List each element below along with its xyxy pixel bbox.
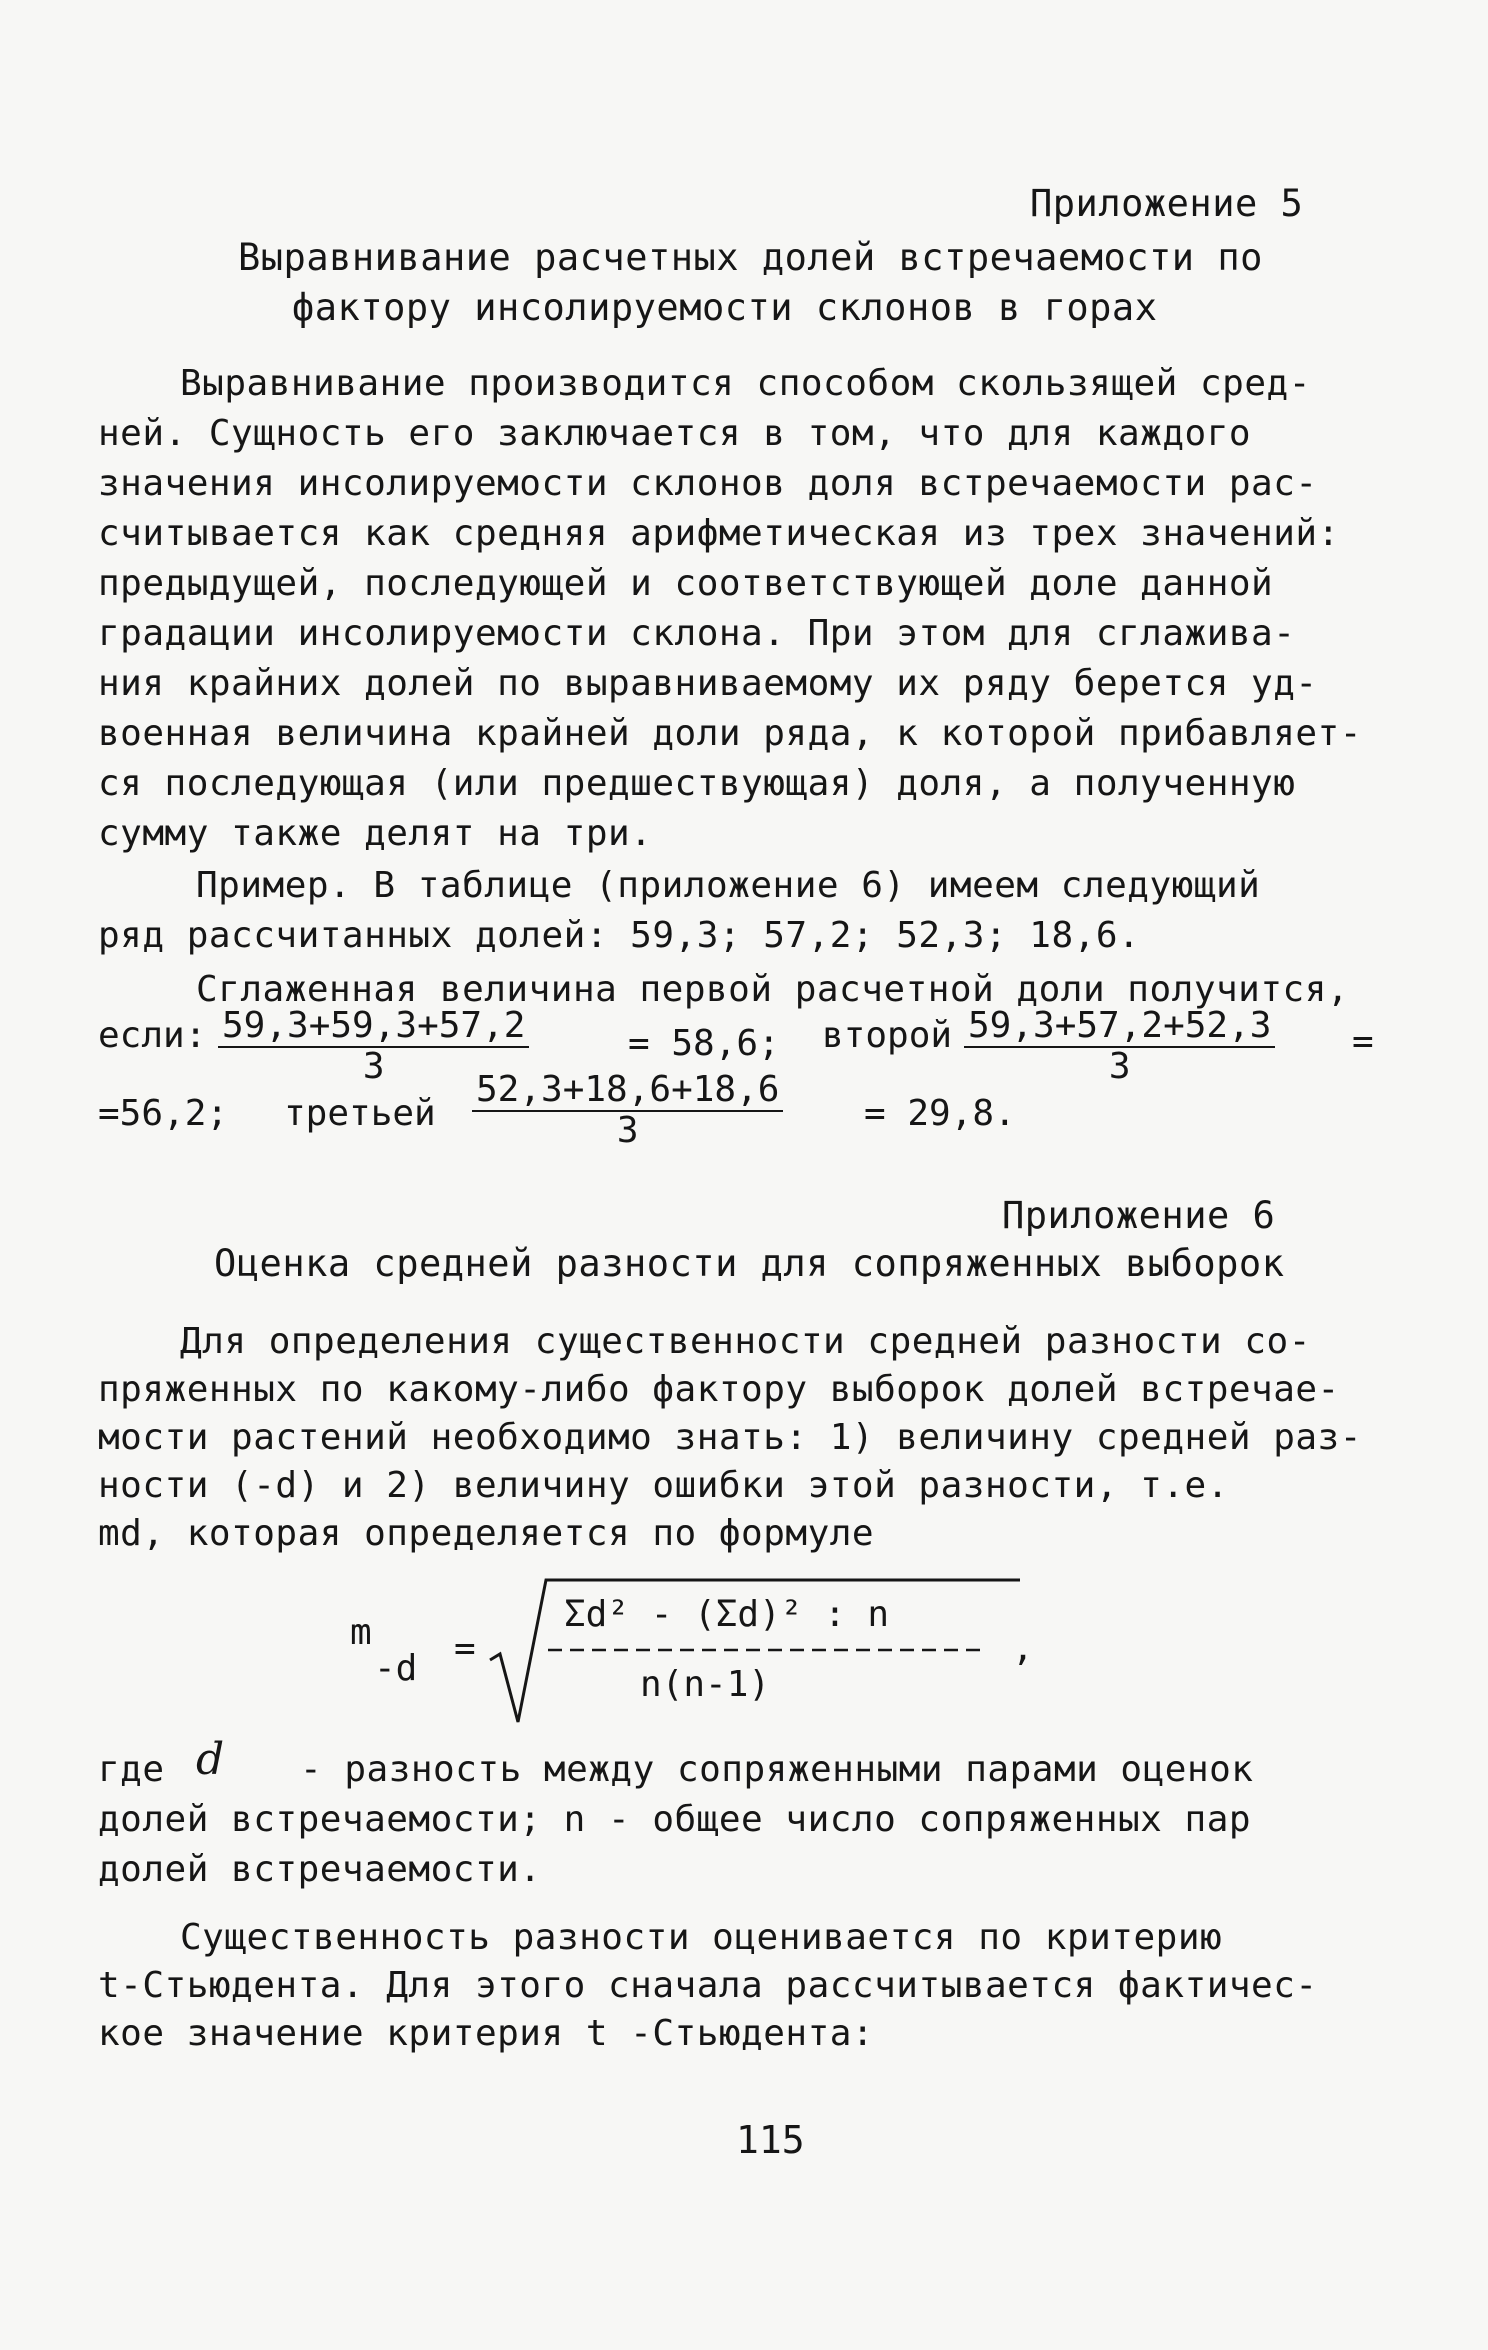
- paragraph-line: ряд рассчитанных долей: 59,3; 57,2; 52,3; 18,6.: [98, 915, 1141, 956]
- paragraph-line: Сглаженная величина первой расчетной доли получится,: [196, 969, 1350, 1010]
- paragraph-line: ности (-d) и 2) величину ошибки этой разности, т.е.: [98, 1465, 1229, 1506]
- fraction-denominator: 3: [362, 1046, 385, 1087]
- paragraph-line: ния крайних долей по выравниваемому их ряду берется уд-: [98, 663, 1318, 704]
- paragraph-line: Выравнивание производится способом скользящей сред-: [180, 363, 1311, 404]
- appendix-5-title-line1: Выравнивание расчетных долей встречаемости по: [238, 236, 1263, 279]
- paragraph-line: долей встречаемости; n - общее число сопряженных пар: [98, 1799, 1252, 1840]
- example-result-third: = 29,8.: [864, 1093, 1016, 1134]
- paragraph-line: долей встречаемости.: [98, 1849, 542, 1890]
- fraction-numerator: 59,3+59,3+57,2: [218, 1006, 529, 1048]
- formula-denominator: n(n-1): [640, 1664, 771, 1705]
- paragraph-line: Существенность разности оценивается по критерию: [180, 1917, 1223, 1958]
- paragraph-line: военная величина крайней доли ряда, к которой прибавляет-: [98, 713, 1362, 754]
- paragraph-line: значения инсолируемости склонов доля встречаемости рас-: [98, 463, 1318, 504]
- paragraph-line: md, которая определяется по формуле: [98, 1513, 875, 1554]
- formula-comma: ,: [1012, 1628, 1034, 1669]
- paragraph-line: t-Стьюдента. Для этого сначала рассчитывается фактичес-: [98, 1965, 1318, 2006]
- example-second-label: второй: [822, 1015, 953, 1056]
- paragraph-line: Пример. В таблице (приложение 6) имеем следующий: [196, 865, 1261, 906]
- formula-m: m: [350, 1612, 372, 1653]
- appendix-5-title-line2: фактору инсолируемости склонов в горах: [292, 286, 1158, 329]
- example-third-label: третьей: [284, 1093, 436, 1134]
- appendix-6-label: Приложение 6: [1002, 1194, 1276, 1237]
- paragraph-line: ся последующая (или предшествующая) доля, а полученную: [98, 763, 1296, 804]
- fraction-second: [964, 1006, 1275, 1086]
- where-label: где: [98, 1749, 165, 1790]
- fraction-third: [472, 1070, 783, 1150]
- formula-numerator: Σd² - (Σd)² : n: [564, 1594, 890, 1635]
- example-result-first: = 58,6;: [628, 1023, 780, 1064]
- fraction-denominator: 3: [1108, 1046, 1131, 1087]
- fraction-numerator: 52,3+18,6+18,6: [472, 1070, 783, 1112]
- formula-m-subscript: -d: [374, 1648, 418, 1689]
- fraction-numerator: 59,3+57,2+52,3: [964, 1006, 1275, 1048]
- fraction-denominator: 3: [616, 1110, 639, 1151]
- appendix-5-label: Приложение 5: [1030, 182, 1304, 225]
- example-if-label: если:: [98, 1015, 207, 1056]
- formula-equals: =: [454, 1628, 476, 1669]
- paragraph-line: предыдущей, последующей и соответствующей доле данной: [98, 563, 1274, 604]
- page-number: 115: [736, 2118, 805, 2162]
- paragraph-line: пряженных по какому-либо фактору выборок долей встречае-: [98, 1369, 1340, 1410]
- paragraph-line: градации инсолируемости склона. При этом для сглажива-: [98, 613, 1296, 654]
- paragraph-line: - разность между сопряженными парами оценок: [300, 1749, 1254, 1790]
- example-result-second: =56,2;: [98, 1093, 229, 1134]
- paragraph-line: считывается как средняя арифметическая из трех значений:: [98, 513, 1340, 554]
- example-equals: =: [1352, 1021, 1374, 1062]
- paragraph-line: мости растений необходимо знать: 1) величину средней раз-: [98, 1417, 1362, 1458]
- where-d-symbol: d: [196, 1734, 225, 1785]
- paragraph-line: ней. Сущность его заключается в том, что для каждого: [98, 413, 1252, 454]
- formula-md: [340, 1572, 1040, 1732]
- paragraph-line: сумму также делят на три.: [98, 813, 653, 854]
- paragraph-line: кое значение критерия t -Стьюдента:: [98, 2013, 875, 2054]
- paragraph-line: Для определения существенности средней разности со-: [180, 1321, 1311, 1362]
- appendix-6-title: Оценка средней разности для сопряженных выборок: [214, 1242, 1285, 1285]
